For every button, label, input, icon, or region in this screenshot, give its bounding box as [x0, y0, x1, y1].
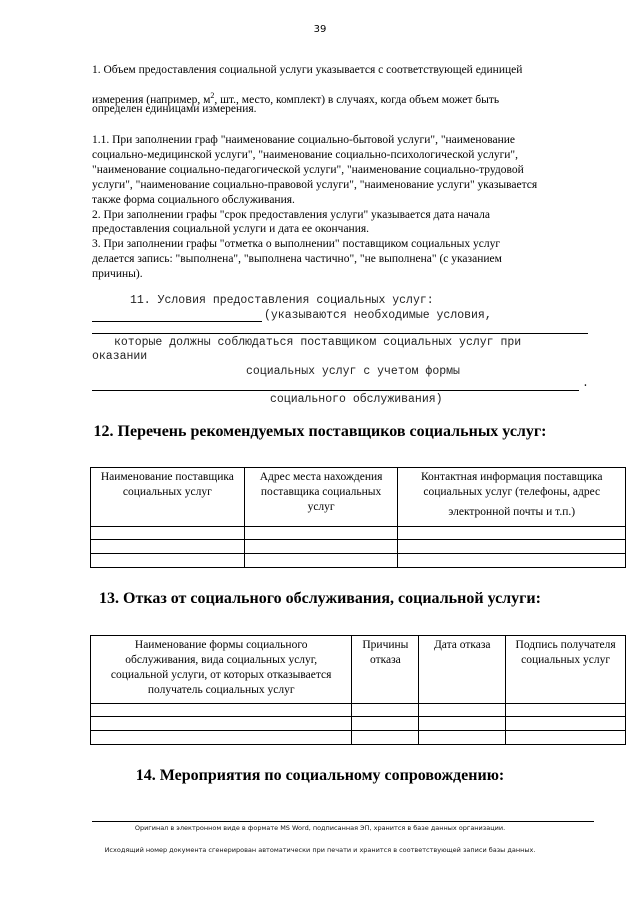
note-1-1-line: социально-медицинской услуги", "наименование социально-психологической услуги",	[92, 149, 519, 161]
table-cell[interactable]	[244, 527, 398, 540]
note-1-1-line: 1.1. При заполнении граф "наименование социально-бытовой услуги", "наименование	[92, 134, 516, 146]
fill-line-3	[92, 390, 579, 391]
header-line: Наименование формы социального	[134, 639, 308, 651]
fill-line-2	[92, 333, 588, 334]
unit-m: м	[203, 93, 211, 106]
table-cell[interactable]	[91, 527, 245, 540]
table-cell[interactable]	[244, 554, 398, 568]
table-cell[interactable]	[91, 554, 245, 568]
table-cell[interactable]	[419, 717, 506, 731]
note-1-1-line: "наименование социально-педагогической услуги", "наименование социально-трудовой	[92, 164, 524, 176]
header-line: социальной услуги, от которых отказывается	[110, 669, 332, 681]
table-cell[interactable]	[244, 540, 398, 554]
header-line: Контактная информация поставщика	[420, 471, 603, 483]
note-3-line: причины).	[92, 268, 143, 280]
header-line: электронной почты и т.п.)	[448, 506, 576, 518]
unit-sup: 2	[210, 91, 215, 100]
refusal-table	[90, 635, 626, 745]
table-row	[91, 554, 626, 568]
header-line: Адрес места нахождения	[259, 471, 383, 483]
header-line: Наименование поставщика	[100, 471, 234, 483]
table-cell[interactable]	[419, 704, 506, 717]
table-row	[91, 731, 626, 745]
table-cell[interactable]	[398, 540, 626, 554]
note-1-line-3: определен единицами измерения.	[92, 103, 257, 115]
section-12-heading: 12. Перечень рекомендуемых поставщиков социальных услуг:	[93, 423, 547, 440]
header-line: получатель социальных услуг	[147, 684, 295, 696]
refusal-table-header	[91, 636, 626, 704]
section-11-hint-4: социальных услуг с учетом формы	[246, 365, 460, 378]
header-line: социальных услуг	[521, 654, 611, 666]
refusal-col-reasons	[352, 636, 419, 704]
fill-line-1	[92, 321, 262, 322]
table-cell[interactable]	[91, 717, 352, 731]
table-cell[interactable]	[91, 704, 352, 717]
refusal-col-service	[91, 636, 352, 704]
header-line: Подпись получателя	[515, 639, 616, 651]
table-row	[91, 704, 626, 717]
table-cell[interactable]	[419, 731, 506, 745]
header-line: социальных услуг (телефоны, адрес	[423, 486, 601, 498]
page-number: 39	[313, 24, 327, 35]
table-cell[interactable]	[352, 731, 419, 745]
section-11-end-mark: .	[582, 377, 589, 390]
providers-col-contacts	[398, 468, 626, 527]
note-1-1-line: также форма социального обслуживания.	[92, 194, 295, 206]
note-2-line: предоставления социальной услуги и дата ее окончания.	[92, 223, 370, 235]
table-row	[91, 540, 626, 554]
header-line: социальных услуг	[122, 486, 212, 498]
table-cell[interactable]	[352, 717, 419, 731]
note-2-line: 2. При заполнении графы "срок предоставления услуги" указывается дата начала	[92, 209, 490, 221]
table-cell[interactable]	[506, 704, 626, 717]
refusal-col-signature	[506, 636, 626, 704]
note-1-line-2-start: измерения (например,	[92, 93, 204, 106]
refusal-col-date	[419, 636, 506, 704]
header-line: обслуживания, вида социальных услуг,	[125, 654, 318, 666]
section-11-title: 11. Условия предоставления социальных услуг:	[130, 294, 434, 307]
section-11-hint-5: социального обслуживания)	[270, 393, 443, 406]
table-cell[interactable]	[91, 540, 245, 554]
note-3-line: делается запись: "выполнена", "выполнена частично", "не выполнена" (с указанием	[92, 253, 502, 265]
table-cell[interactable]	[352, 704, 419, 717]
table-row	[91, 717, 626, 731]
section-11-hint-1: (указываются необходимые условия,	[264, 309, 492, 322]
header-line: отказа	[369, 654, 401, 666]
note-1-line-1: 1. Объем предоставления социальной услуги указывается с соответствующей единицей	[92, 64, 523, 76]
section-11-hint-2: которые должны соблюдаться поставщиком социальных услуг при	[114, 336, 522, 349]
section-11-hint-3: оказании	[92, 350, 148, 363]
note-3-line: 3. При заполнении графы "отметка о выполнении" поставщиком социальных услуг	[92, 238, 501, 250]
note-1-line-2-end: , шт., место, комплект) в случаях, когда объем может быть	[214, 93, 500, 106]
section-14-heading: 14. Мероприятия по социальному сопровождению:	[135, 767, 505, 784]
table-row	[91, 527, 626, 540]
header-line: поставщика социальных	[260, 486, 382, 498]
providers-table-header	[91, 468, 626, 527]
table-cell[interactable]	[506, 731, 626, 745]
header-line: Дата отказа	[433, 639, 491, 651]
header-line: Причины	[362, 639, 409, 651]
table-cell[interactable]	[91, 731, 352, 745]
providers-col-name	[91, 468, 245, 527]
table-cell[interactable]	[398, 554, 626, 568]
providers-col-address	[244, 468, 398, 527]
footer-line-1: Оригинал в электронном виде в формате MS Word, подписанная ЭП, хранится в базе данных организации.	[134, 824, 506, 832]
table-cell[interactable]	[398, 527, 626, 540]
table-cell[interactable]	[506, 717, 626, 731]
header-line: услуг	[307, 501, 335, 513]
section-13-heading: 13. Отказ от социального обслуживания, социальной услуги:	[99, 590, 541, 607]
providers-table	[90, 467, 626, 568]
note-1-1-line: услуги", "наименование социально-правовой услуги", "наименование услуги" указывается	[92, 179, 538, 191]
footer-divider	[92, 821, 594, 822]
footer-line-2: Исходящий номер документа сгенерирован автоматически при печати и хранится в соответствующей записи базы данных.	[104, 846, 536, 854]
